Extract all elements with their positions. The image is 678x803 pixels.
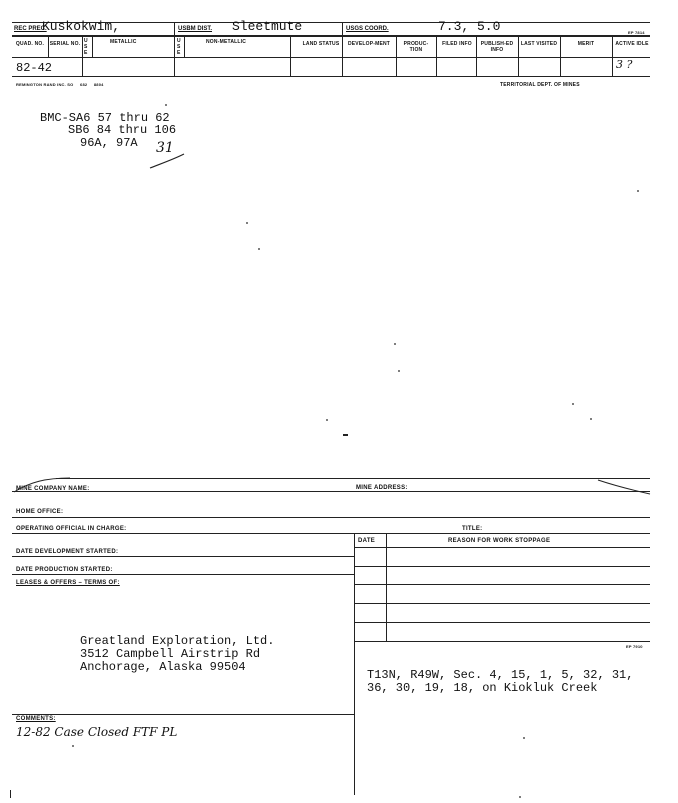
speck: [72, 745, 74, 747]
leases-offers-label: LEASES & OFFERS – TERMS OF:: [16, 580, 120, 586]
remington-imprint: REMINGTON RAND INC. SO 682 8804: [16, 82, 104, 87]
reason-col-header: REASON FOR WORK STOPPAGE: [448, 538, 551, 544]
col-metallic: METALLIC: [110, 39, 137, 45]
speck: [523, 737, 525, 739]
title-label: TITLE:: [462, 526, 483, 532]
col-published-info: PUBLISH-ED INFO: [480, 41, 514, 53]
col-last-visited: LAST VISITED: [520, 41, 558, 47]
speck: [572, 403, 574, 405]
mine-company-name-label: MINE COMPANY NAME:: [16, 486, 90, 492]
usbm-dist-value: Sleetmute: [232, 19, 303, 34]
col-use-nonmetallic: U S E: [177, 38, 181, 56]
operating-official-label: OPERATING OFFICIAL IN CHARGE:: [16, 526, 127, 532]
col-quad-no: QUAD. NO.: [15, 41, 45, 47]
col-merit: MERIT: [577, 41, 595, 47]
owner-line-3: Anchorage, Alaska 99504: [80, 660, 246, 674]
form-number-bottom: EP 7910: [626, 644, 643, 649]
col-use-metallic: U S E: [84, 38, 88, 56]
usgs-coord-label: USGS COORD.: [346, 26, 389, 32]
owner-line-1: Greatland Exploration, Ltd.: [80, 634, 275, 648]
speck: [343, 434, 348, 436]
comments-handwritten: 12-82 Case Closed FTF PL: [16, 725, 178, 739]
date-development-started-label: DATE DEVELOPMENT STARTED:: [16, 549, 119, 555]
speck: [398, 370, 400, 372]
quad-serial-value: 82-42: [16, 61, 53, 75]
territorial-dept: TERRITORIAL DEPT. OF MINES: [500, 82, 580, 88]
usbm-dist-label: USBM DIST.: [178, 26, 213, 32]
date-col-header: DATE: [358, 538, 376, 544]
col-active-idle: ACTIVE IDLE: [615, 41, 649, 47]
location-line-2: 36, 30, 19, 18, on Kiokluk Creek: [367, 681, 598, 695]
active-idle-mark: 3 ?: [616, 58, 633, 71]
speck: [519, 796, 521, 798]
comments-label: COMMENTS:: [16, 716, 56, 722]
location-line-1: T13N, R49W, Sec. 4, 15, 1, 5, 32, 31,: [367, 668, 634, 682]
reference-line-3: 96A, 97A: [80, 136, 138, 150]
rec-prec-value: Kuskokwim,: [42, 19, 121, 34]
speck: [258, 248, 260, 250]
speck: [637, 190, 639, 192]
col-serial-no: SERIAL NO.: [49, 41, 81, 47]
col-filed-info: FILED INFO: [442, 41, 472, 47]
speck: [165, 104, 167, 106]
reference-hand-number: 31: [156, 140, 174, 156]
speck: [394, 343, 396, 345]
speck: [10, 790, 11, 798]
reference-line-2: SB6 84 thru 106: [68, 123, 177, 137]
usgs-coord-value: 7.3, 5.0: [438, 19, 501, 34]
speck: [246, 222, 248, 224]
hand-underline: [148, 150, 188, 172]
owner-line-2: 3512 Campbell Airstrip Rd: [80, 647, 261, 661]
date-production-started-label: DATE PRODUCTION STARTED:: [16, 567, 113, 573]
col-land-status: LAND STATUS: [302, 41, 340, 47]
col-production: PRODUC-TION: [403, 41, 429, 53]
mine-address-label: MINE ADDRESS:: [356, 485, 408, 491]
col-development: DEVELOP-MENT: [347, 41, 391, 47]
rec-prec-label: REC PREC.: [14, 26, 47, 32]
mine-address-swoosh: [596, 478, 652, 496]
speck: [326, 419, 328, 421]
col-non-metallic: NON-METALLIC: [206, 39, 247, 45]
home-office-label: HOME OFFICE:: [16, 509, 64, 515]
form-number-top: EP 7814: [628, 30, 645, 35]
reference-line-1: BMC-SA6 57 thru 62: [40, 111, 170, 125]
speck: [590, 418, 592, 420]
